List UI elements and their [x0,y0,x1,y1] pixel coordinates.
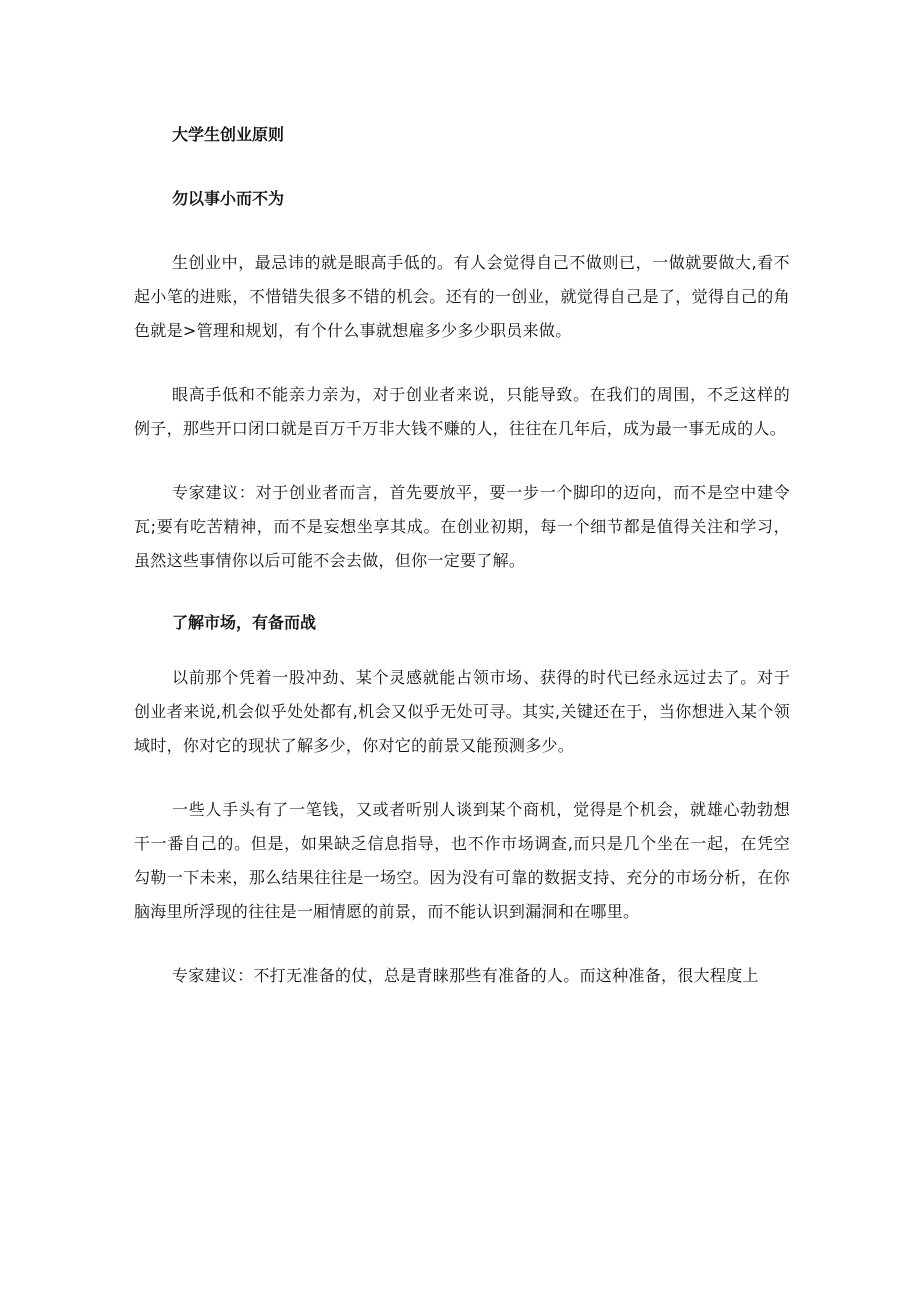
spacer [134,348,790,378]
document-title: 大学生创业原则 [172,125,285,144]
spacer [134,763,790,793]
spacer [134,446,790,476]
paragraph-1-1: 生创业中，最忌讳的就是眼高手低的。有人会觉得自己不做则已，一做就要做大,看不起小笔的进账，不惜错失很多不错的机会。还有的一创业，就觉得自己是了，觉得自己的角色就是>管理和规划，有个什么事就想雇多少多少职员来做。 [134,253,790,340]
section-heading-2: 了解市场，有备而战 [172,613,317,632]
spacer [134,216,790,246]
section-heading-1: 勿以事小而不为 [172,189,285,208]
paragraph-1-3: 专家建议：对于创业者而言，首先要放平，要一步一个脚印的迈向，而不是空中建令瓦;要有吃苦精神，而不是妄想坐享其成。在创业初期，每一个细节都是值得关注和学习，虽然这些事情你以后可能不会去做，但你一定要了解。 [134,483,790,570]
paragraph-2-1: 以前那个凭着一股冲劲、某个灵感就能占领市场、获得的时代已经永远过去了。对于创业者来说,机会似乎处处都有,机会又似乎无处可寻。其实,关键还在于，当你想进入某个领域时，你对它的现状了解多少，你对它的前景又能预测多少。 [134,668,790,755]
paragraph-2-3: 专家建议：不打无准备的仗，总是青睐那些有准备的人。而这种准备，很大程度上 [172,966,759,985]
spacer [134,929,790,959]
paragraph-2-2: 一些人手头有了一笔钱，又或者听别人谈到某个商机，觉得是个机会，就雄心勃勃想干一番自己的。但是，如果缺乏信息指导，也不作市场调查,而只是几个坐在一起，在凭空勾勒一下未来，那么结果往往是一场空。因为没有可靠的数据支持、充分的市场分析，在你脑海里所浮现的往往是一厢情愿的前景，而不能认识到漏洞和在哪里。 [134,800,790,921]
spacer [134,152,790,182]
document-body [134,118,790,993]
spacer [134,578,790,606]
paragraph-1-2: 眼高手低和不能亲力亲为，对于创业者来说，只能导致。在我们的周围，不乏这样的例子，那些开口闭口就是百万千万非大钱不赚的人，往往在几年后，成为最一事无成的人。 [134,385,790,438]
spacer [134,640,790,661]
